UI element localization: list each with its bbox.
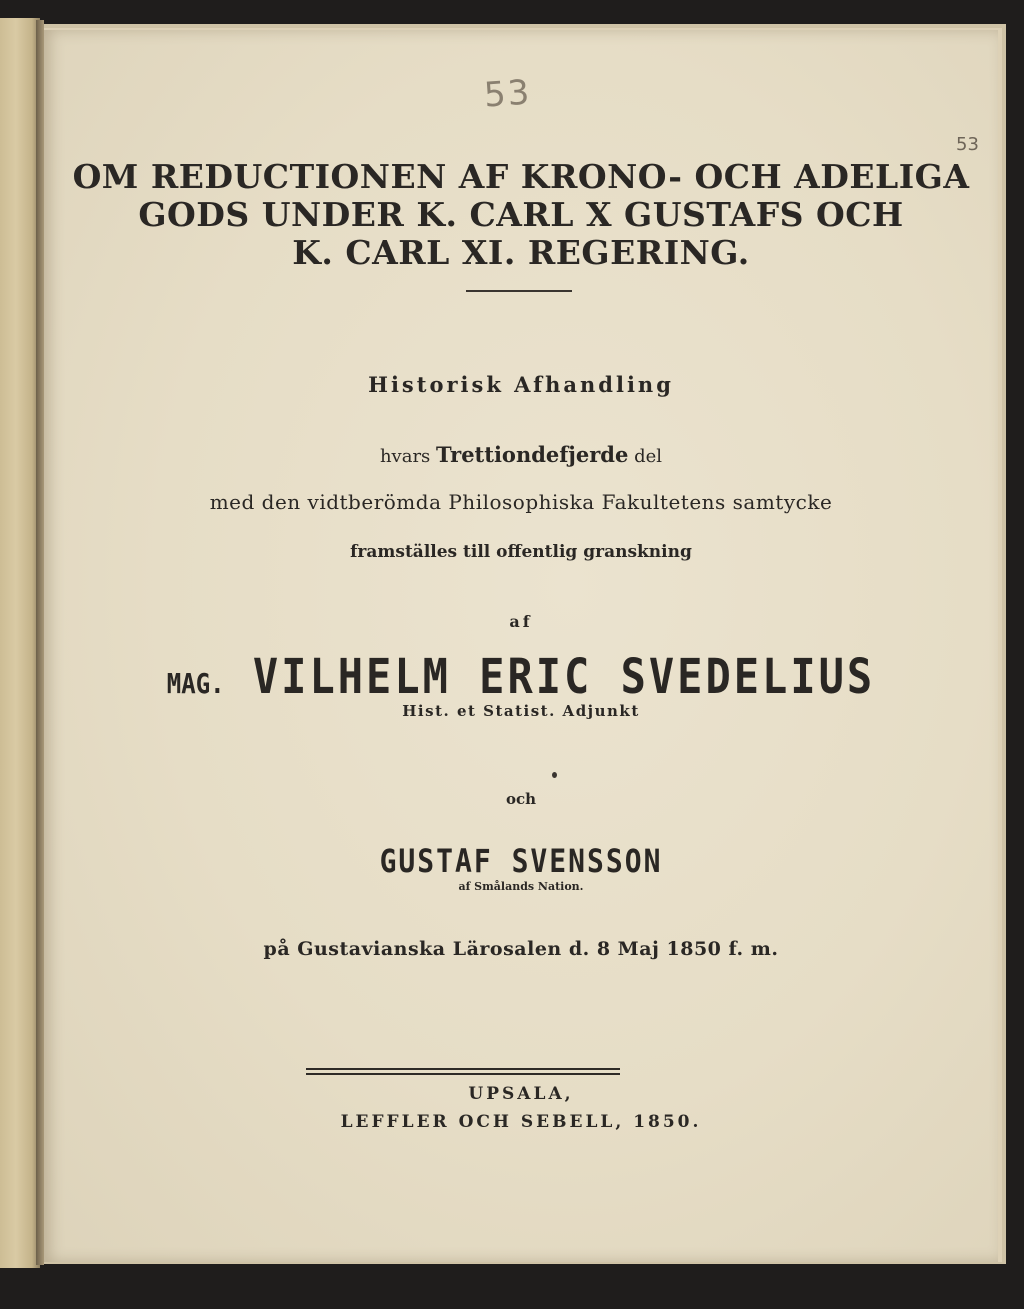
imprint-printer: LEFFLER OCH SEBELL, 1850. — [340, 1112, 702, 1132]
ink-speck — [552, 772, 557, 778]
handwritten-folio-top: 53 — [482, 72, 533, 116]
title-line-3: K. CARL XI. REGERING. — [292, 233, 750, 272]
dedication-line-1 — [44, 442, 998, 467]
dedication-suffix: del — [634, 446, 663, 467]
handwritten-folio-right: 53 — [956, 134, 979, 155]
author-primary-prefix: MAG. — [166, 667, 225, 700]
and-label: och — [505, 790, 537, 808]
author-secondary-title: af Smålands Nation. — [458, 880, 584, 893]
page-title — [44, 158, 998, 272]
title-line-1: OM REDUCTIONEN AF KRONO- OCH ADELIGA — [72, 157, 970, 196]
facing-page-edge — [0, 18, 40, 1268]
dedication-line-2: med den vidtberömda Philosophiska Fakultetens samtycke — [209, 490, 833, 514]
book-spine — [36, 20, 44, 1265]
imprint-double-rule — [306, 1068, 620, 1075]
subtitle: Historisk Afhandling — [368, 372, 674, 397]
author-primary-name: VILHELM ERIC SVEDELIUS — [252, 648, 876, 705]
by-label: af — [509, 612, 533, 631]
title-divider — [466, 290, 572, 292]
title-page — [44, 30, 998, 1262]
dedication-prefix: hvars — [379, 446, 431, 467]
author-primary-title: Hist. et Statist. Adjunkt — [402, 702, 640, 720]
imprint-city: UPSALA, — [468, 1084, 574, 1104]
dedication-line-3: framställes till offentlig granskning — [350, 542, 692, 562]
title-line-2: GODS UNDER K. CARL X GUSTAFS OCH — [138, 195, 904, 234]
dedication-part: Trettiondefjerde — [436, 442, 629, 467]
defense-date-line: på Gustavianska Lärosalen d. 8 Maj 1850 f. m. — [263, 938, 779, 960]
author-secondary-name: GUSTAF SVENSSON — [379, 842, 663, 880]
author-primary — [44, 648, 998, 704]
